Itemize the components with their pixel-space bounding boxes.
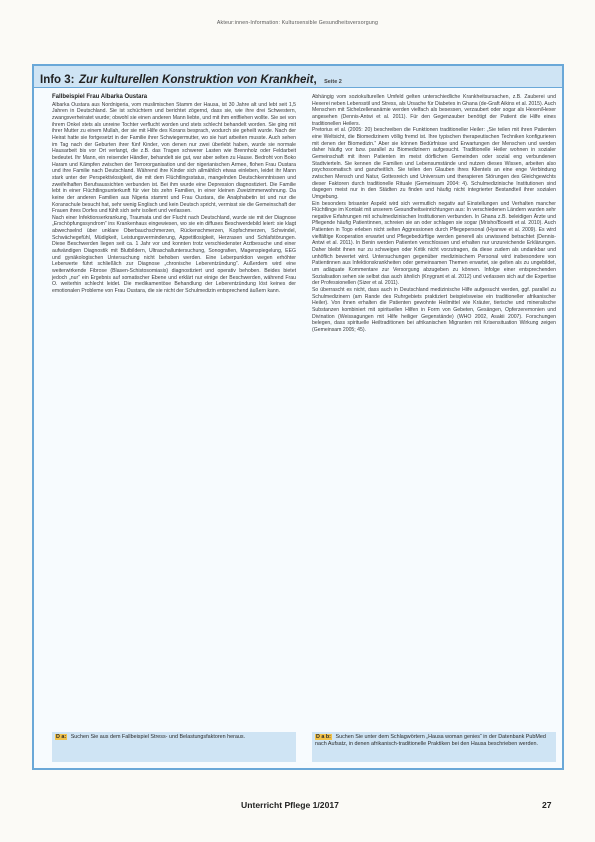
info-title-prefix: Info 3: (40, 74, 75, 86)
info-title-bar (34, 66, 562, 88)
case-study-paragraph-1: Albarka Oustara aus Nordnigeria, vom muslimischen Stamm der Hausa, ist 30 Jahre alt und lebt seit 1,5 Jahren in Deutschland. Sie ist schüchtern und berichtet zögernd, dass sie, wie ihre drei Schwestern, zwangsverheiratet wurde; obwohl sie einen anderen Mann liebte, und mit ihm entfliehen wollte. Sie sei von ihrem Onkel stets als unreine Tochter verflucht worden und stets schlecht behandelt worden. Sie ging mit ihrer Mutter zu einem Mullah, der sie mit Hilfe des Korans besprach, wodurch sie geheilt wurde. Nach der Heirat hatte sie fortgesetzt in der Familie ihrer Schwiegermutter, wo sie hart arbeiten musste. Auch sehen im Tag nach der Geburten ihrer fünf Kinder, von denen nur zwei überlebt haben, wurde sie normale Hausarbeit bis vor Ort verlangt, die z.B. das Tragen schwerer Lasten wie Brennholz oder Feldarbeit bedeutet. Ihr Mann, ein reisender Händler, behandelt sie gut, war aber selten zu Hause. Bedroht von Boko Haram und Kämpfen zwischen der Terrororganisation und der nigerianischen Armee, flohen Frau Oustara und ihre Familie nach Deutschland. Während ihre Kinder sich allmählich etwas einleben, leidet ihr Mann stark unter der Perspektivlosigkeit, die mit dem Flüchtlingsstatus, mangelnden Deutschkenntnissen und zweifelhaften Berufsaussichten verbunden ist. Bei ihm wurde eine Depression diagnostiziert. Die Familie lebt in einer Flüchtlingsunterkunft für vier bis zehn Familien, in einer kleinen Zweizimmerwohnung. Da keine der anderen Familien aus Nigeria stammt und Frau Oustara, die Analphabetin ist und nur die Koranschule besucht hat, sehr wenig Englisch und kein Deutsch spricht, vermisst sie die Gemeinschaft der Frauen ihres Dorfes und fühlt sich sehr isoliert und verlassen. (52, 101, 296, 215)
info-box (32, 64, 564, 770)
info-title-page: Seite 2 (324, 79, 342, 85)
case-study-paragraph-2: Nach einer Infektionserkrankung, Traumata und der Flucht nach Deutschland, wurde sie mit der Diagnose „Erschöpfungssyndrom“ ins Krankenhaus eingewiesen, wo sie ein diffuses Beschwerdebild leiert: sie klagt abwechselnd über unklare Oberbauchschmerzen, Rückenschmerzen, Kopfschmerzen, Schwindel, Schwächegefühl, Müdigkeit, Leistungsverminderung, Appetitlosigkeit, Herzrasen und Schlafstörungen. Diese Beschwerden liegen seit ca. 1 Jahr vor und konnten trotz verschiedenster Arztbesuche und einer aufwändigen Diagnostik mit Blutbildern, Ultraschalluntersuchung, Sonografien, Magenspiegelung, EEG und gynäkologischen Untersuchung nicht behoben werden. Eine Leberpunktion wegen erhöhter Leberwerte führt schließlich zur Diagnose „chronische Leberentzündung“. Außerdem wird eine weiterwirkende Fibrose (Blasen-Schistosomiasis) diagnostiziert und operativ behoben. Beides bietet jedoch „nur“ ein Ergebnis auf somatischer Ebene und erklärt nur einige der Beschwerden, während Frau O. weiterhin schlecht leidet. Die medikamentöse Behandlung der Leberentzündung löst keines der emotionalen Probleme von Frau Oustara, die sie nicht der Schulmedizin entsprechend äußern kann. (52, 214, 296, 295)
task-label-right: D a b: (316, 734, 331, 740)
task-text-left: Suchen Sie aus dem Fallbeispiel Stress- und Belastungsfaktoren heraus. (70, 734, 246, 740)
task-box-right (312, 732, 556, 762)
info-title: Zur kulturellen Konstruktion von Krankheit (78, 74, 314, 86)
task-text-right: Suchen Sie unter dem Schlagwörtern „Hausa woman genies“ in der Datenbank PubMed nach Aufsatz, in denen afrikanisch-traditionelle Praktiken bei den Hausa beschrieben werden. (315, 734, 546, 747)
task-box-left (52, 732, 296, 762)
right-paragraph-2: Pretorius et al. (2005: 20) beschreiben die Funktionen traditioneller Heiler: „Sie teilen mit ihren Patienten eine Weltsicht, die Biomedizinern völlig fremd ist. Ihre typischen therapeutischen Techniken konfigurieren mit denen der Biomedizin.“ Aber sie können Bedürfnisse und Erwartungen der Menschen und werden daher häufig vor bzw. parallel zu Biomedizinern aufgesucht. Traditionelle Heiler wohnen in sozialer Gemeinschaft mit ihren Patienten im meist dörflichen Gemeinden oder sozial eng verbundenen Stadtvierteln. Sie kennen die Familien und Lebensumstände und nutzen dieses Wissen, arbeiten also psychosomatisch und ganzheitlich. Sie teilen den Glauben ihres Klientels an eine enge Verbindung zwischen Mensch und Natur, Gottesreich und Universum und therapieren Störungen des Gleichgewichts dieser Faktoren durch traditionelle Rituale (Gemeinsam 2004: 4). Schulmedizinische Institutionen sind dagegen meist nur in den Städten zu finden und häufig nicht integrierter Bestandteil ihrer sozialen Umgebung. (312, 127, 556, 200)
running-head: Akteur:innen-Information: Kultursensible Gesundheitsversorgung (216, 20, 379, 26)
page-number: 27 (542, 800, 552, 810)
task-label-left: D a: (56, 734, 67, 740)
case-study-heading: Fallbeispiel Frau Albarka Oustara (52, 94, 148, 100)
left-column (52, 94, 296, 295)
right-paragraph-1: Abhängig vom soziokulturellen Umfeld gelten unterschiedliche Krankheitsursachen, z.B. Zauberei und Hexerei neben Lebensstil und Stress, als Ursache für Diabetes in Ghana (de-Graft Aikins et al. 2015). Auch Menschen mit Sichelzellenanämie werden vielfach als besessen, verzaubert oder sogar als Hexen/Hexer angesehen (Dennis-Antwi et al. 2011). Für den Gegenzauber benötigt der Patient die Hilfe eines traditionellen Heilers. (312, 94, 556, 127)
right-column (312, 94, 556, 334)
right-paragraph-3: Ein besonders brisanter Aspekt wird sich vermutlich negativ auf Einstellungen und Verhalten mancher Flüchtlinge im Kontakt mit unserem Gesundheitseinrichtungen aus: In verschiedenen Ländern wurden sehr negative Erfahrungen mit schulmedizinischen Institutionen verbunden. In Ghana z.B. beleidigen Ärzte und Pflegende häufig Patientinnen, schreien sie an oder schlagen sie sogar (Mrisho/Bosetti et al. 2010). Auch Patienten in Togo erleben nicht selten Aggressionen durch Pflegepersonal (Hyanwe et al. 2009). Es wird vielfältige Kooperation erwartet und Pflegebedürftige werden generell als unwissend betrachtet (Dennis-Antwi et al. 2011). In Benin werden Patienten verschlossen und erhalten nur unzureichende Erklärungen. Daher bleibt ihnen nur zu schweigen oder Kritik nicht vorzutragen, da diese zudem als undankbar und unhöflich bewertet wird. Untersuchungen gegenüber medizinischem Personal wird insbesondere von Patientinnen aus Infektionskrankheiten oder gemeinsamen Themen erwartet, sie gelten als zu ungebildet, um adäquate Kommentare zur Versorgung abzugeben zu können. Infolge einer entsprechenden Sozialisation sehen sie selbst das auch ähnlich (Knygrant et al. 2012) und verlassen sich auf die Expertise der Professionellen (Sizer et al. 2011). (312, 200, 556, 287)
info-title-comma: , (313, 74, 317, 86)
right-paragraph-4: So überrascht es nicht, dass auch in Deutschland medizinische Hilfe aufgesucht werden, ggf. parallel zu Schulmedizinern (am Rande des Ruhrgebiets praktiziert beispielsweise ein traditioneller afrikanischer Heiler). Von ihnen erhalten die Patienten gewohnte Heilmittel wie Kräuter, tierische und mineralische Substanzen kombiniert mit spirituellen Hilfen in Form von Gebeten, Gesängen, Opferzeremonien und Divination (Weissagungen mit Hilfe heiliger Gegenstände) (WHO 2002, Asakii 2007). Forschungen belegen, dass spirituelle Heiltraditionen bei afrikanischen Migranten mit Krisensituation Wirkung zeigen (Gemeinsam 2005; 45). (312, 287, 556, 333)
footer-journal: Unterricht Pflege 1/2017 (241, 800, 339, 810)
